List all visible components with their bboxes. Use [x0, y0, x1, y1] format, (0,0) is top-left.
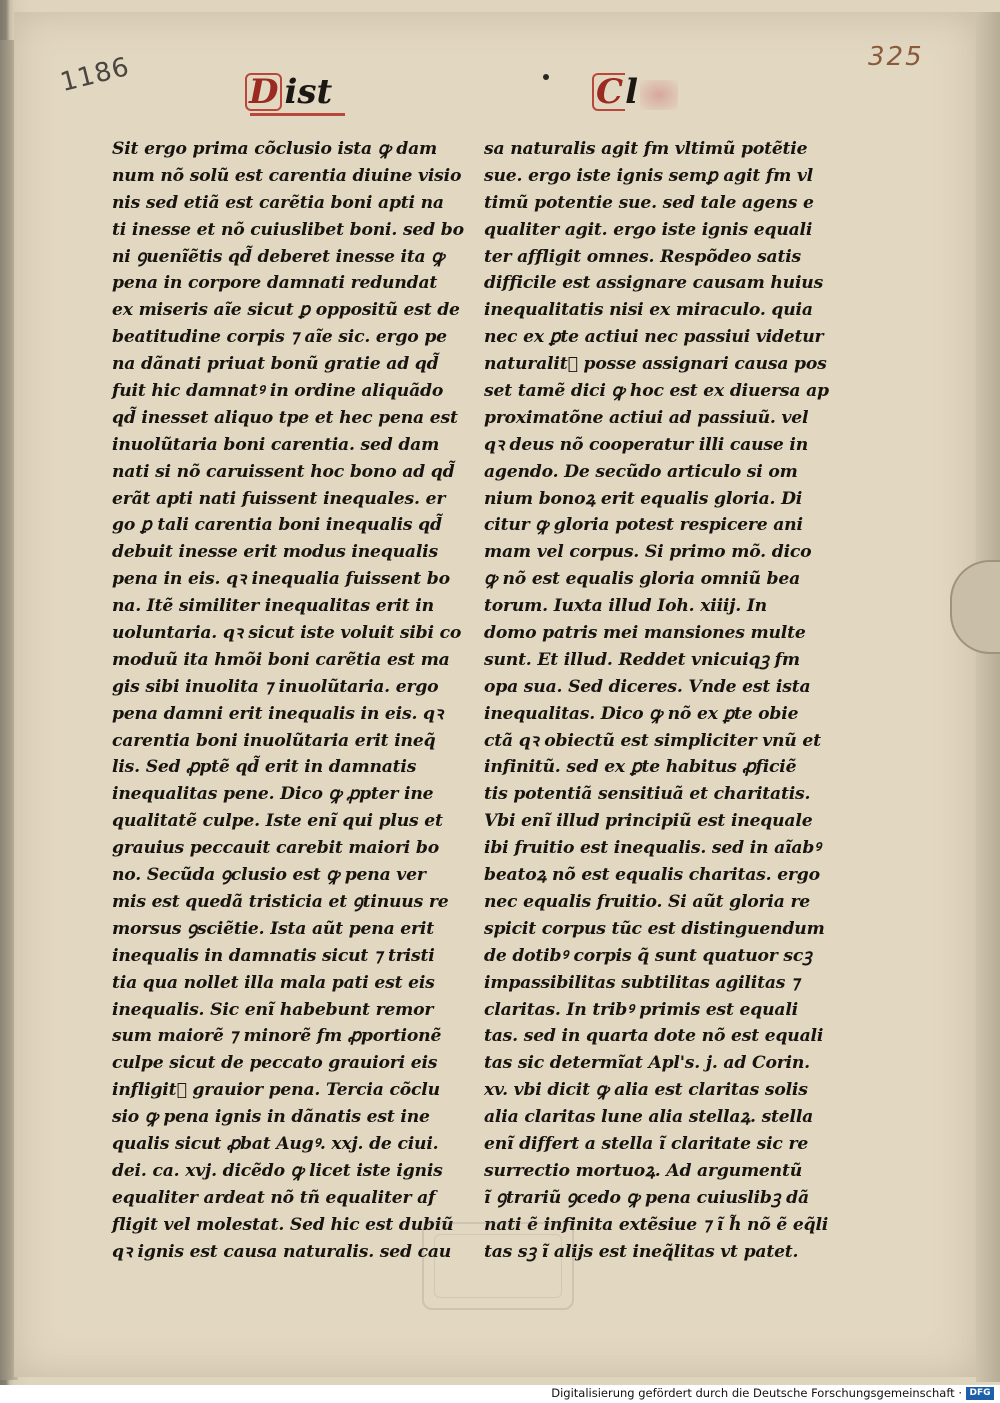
text-line: debuit inesse erit modus inequalis: [112, 542, 438, 563]
header-dot: [543, 74, 549, 80]
text-line: qꝛ ignis est causa naturalis. sed cau: [112, 1241, 452, 1262]
text-line: Vbi enĩ illud principiũ est inequale: [484, 811, 813, 832]
text-line: ex miseris aĩe sicut ꝑ oppositũ est de: [112, 300, 460, 321]
text-line: qualiter agit. ergo iste ignis equali: [484, 219, 813, 240]
digitization-footer: [0, 1385, 1000, 1403]
text-line: mam vel corpus. Si primo mõ. dico: [484, 542, 812, 563]
rubric-initial-right: C: [592, 73, 625, 111]
text-line: set tamẽ dici ꝙ hoc est ex diuersa ap: [484, 381, 829, 402]
text-line: spicit corpus tũc est distinguendum: [484, 918, 825, 939]
text-line: agendo. De secũdo articulo si om: [484, 461, 798, 482]
text-line: tas sꝫ ĩ alijs est ineq̃litas vt patet.: [484, 1241, 799, 1262]
text-line: claritas. In tribꝰ primis est equali: [484, 999, 799, 1020]
text-line: impassibilitas subtilitas agilitas ⁊: [484, 972, 800, 993]
text-line: sue. ergo iste ignis semꝑ agit fm vl: [484, 165, 814, 186]
text-line: pena in corpore damnati redundat: [112, 273, 438, 294]
text-line: tia qua nollet illa mala pati est eis: [112, 972, 435, 993]
text-line: de dotibꝰ corpis q̃ sunt quatuor scꝫ: [484, 945, 812, 966]
text-line: num nõ solũ est carentia diuine visio: [112, 165, 462, 186]
text-line: difficile est assignare causam huius: [484, 273, 824, 294]
text-line: morsus ꝯsciẽtie. Ista aũt pena erit: [112, 918, 434, 939]
text-line: sio ꝙ pena ignis in dãnatis est ine: [112, 1107, 430, 1128]
text-line: pena damni erit inequalis in eis. qꝛ: [112, 703, 443, 724]
text-line: gis sibi inuolita ⁊ inuolũtaria. ergo: [112, 676, 439, 697]
text-line: naturalitᷣ posse assignari causa pos: [484, 354, 827, 375]
text-line: na dãnati priuat bonũ gratie ad qd̃: [112, 354, 439, 375]
text-line: xv. vbi dicit ꝙ alia est claritas solis: [484, 1080, 808, 1101]
text-line: moduũ ita hmõi boni carẽtia est ma: [112, 649, 450, 670]
text-line: torum. Iuxta illud Ioh. xiiij. In: [484, 596, 767, 617]
text-line: inequalitas. Dico ꝙ nõ ex ꝑte obie: [484, 703, 799, 724]
folio-number: 325: [868, 42, 924, 72]
running-header-right: [592, 72, 638, 112]
text-line: nium bonoꝝ erit equalis gloria. Di: [484, 488, 803, 509]
text-line: mis est quedã tristicia et ꝯtinuus re: [112, 891, 449, 912]
text-line: qd̃ inesset aliquo tpe et hec pena est: [112, 407, 458, 428]
header-right-text: l: [625, 72, 638, 112]
text-line: carentia boni inuolũtaria erit ineq̃: [112, 730, 436, 751]
text-line: ter affligit omnes. Respõdeo satis: [484, 246, 802, 267]
header-left-text: ist: [284, 72, 333, 112]
text-line: dei. ca. xvj. dicẽdo ꝙ licet iste ignis: [112, 1160, 443, 1181]
text-line: inequalis in damnatis sicut ⁊ tristi: [112, 945, 435, 966]
text-line: infinitũ. sed ex ꝑte habitus ꝓficiẽ: [484, 757, 797, 778]
text-line: grauius peccauit carebit maiori bo: [112, 838, 439, 859]
text-line: pena in eis. qꝛ inequalia fuissent bo: [112, 569, 450, 590]
text-line: nis sed etiã est carẽtia boni apti na: [112, 192, 444, 213]
text-line: beatoꝝ nõ est equalis charitas. ergo: [484, 865, 820, 886]
red-ink-smudge: [640, 80, 678, 110]
footer-credit: Digitalisierung gefördert durch die Deutsche Forschungsgemeinschaft ·: [551, 1386, 962, 1400]
text-line: fuit hic damnatꝰ in ordine aliquãdo: [112, 381, 444, 402]
text-line: no. Secũda ꝯclusio est ꝙ pena ver: [112, 865, 426, 886]
text-line: na. Itẽ similiter inequalitas erit in: [112, 596, 434, 617]
text-line: beatitudine corpis ⁊ aĩe sic. ergo pe: [112, 327, 447, 348]
text-line: domo patris mei mansiones multe: [484, 623, 806, 644]
text-line: enĩ differt a stella ĩ claritate sic re: [484, 1133, 809, 1154]
text-line: alia claritas lune alia stellaꝝ. stella: [484, 1107, 814, 1128]
text-line: fligit vel molestat. Sed hic est dubiũ: [112, 1214, 454, 1235]
text-line: citur ꝙ gloria potest respicere ani: [484, 515, 803, 536]
text-line: tas sic determĩat Apl's. j. ad Corin.: [484, 1053, 810, 1074]
text-line: qꝛ deus nõ cooperatur illi cause in: [484, 434, 809, 455]
text-column-left: [112, 136, 467, 1265]
text-line: equaliter ardeat nõ tñ equaliter af: [112, 1187, 436, 1208]
text-line: lis. Sed ꝓptẽ qd̃ erit in damnatis: [112, 757, 417, 778]
library-stamp: [422, 1222, 574, 1310]
text-line: infligitᷣ grauior pena. Tercia cõclu: [112, 1080, 440, 1101]
rubric-initial-left: D: [245, 73, 282, 111]
text-line: qualitatẽ culpe. Iste enĩ qui plus et: [112, 811, 443, 832]
library-stamp-inner: [434, 1234, 562, 1298]
text-line: sum maiorẽ ⁊ minorẽ fm ꝓportionẽ: [112, 1026, 442, 1047]
text-line: qualis sicut ꝓbat Augꝰ. xxj. de ciui.: [112, 1133, 439, 1154]
text-line: erãt apti nati fuissent inequales. er: [112, 488, 446, 509]
text-line: ti inesse et nõ cuiuslibet boni. sed bo: [112, 219, 464, 240]
text-line: tas. sed in quarta dote nõ est equali: [484, 1026, 824, 1047]
text-line: ꝙ nõ est equalis gloria omniũ bea: [484, 569, 801, 590]
text-line: inequalitatis nisi ex miraculo. quia: [484, 300, 813, 321]
text-line: ni ꝯuenĩẽtis qd̃ deberet inesse ita ꝙ: [112, 246, 444, 267]
text-line: culpe sicut de peccato grauiori eis: [112, 1053, 438, 1074]
text-line: inequalis. Sic enĩ habebunt remor: [112, 999, 434, 1020]
text-line: go ꝑ tali carentia boni inequalis qd̃: [112, 515, 442, 536]
text-line: ctã qꝛ obiectũ est simpliciter vnũ et: [484, 730, 821, 751]
text-line: Sit ergo prima cõclusio ista ꝙ dam: [112, 139, 437, 159]
text-line: nati ẽ infinita extẽsiue ⁊ ĩ h̃ nõ ẽ eq̃li: [484, 1214, 829, 1235]
text-line: nati si nõ caruissent hoc bono ad qd̃: [112, 461, 455, 482]
running-header-left: [245, 72, 332, 112]
text-line: nec ex ꝑte actiui nec passiui videtur: [484, 327, 824, 348]
text-line: inequalitas pene. Dico ꝙ ꝓpter ine: [112, 784, 434, 805]
text-line: timũ potentie sue. sed tale agens e: [484, 192, 814, 213]
text-line: proximatõne actiui ad passiuũ. vel: [484, 407, 809, 428]
text-line: uoluntaria. qꝛ sicut iste voluit sibi co: [112, 623, 462, 644]
text-line: inuolũtaria boni carentia. sed dam: [112, 434, 440, 455]
text-column-right: [484, 136, 829, 1265]
text-line: surrectio mortuoꝝ. Ad argumentũ: [484, 1160, 803, 1181]
text-line: ĩ ꝯtrariũ ꝯcedo ꝙ pena cuiuslibꝫ dã: [484, 1187, 809, 1208]
text-line: nec equalis fruitio. Si aũt gloria re: [484, 891, 811, 912]
text-line: sa naturalis agit fm vltimũ potẽtie: [484, 139, 808, 159]
manuscript-number: 1186: [57, 51, 133, 99]
text-line: tis potentiã sensitiuã et charitatis.: [484, 784, 811, 805]
page-right-edge: [976, 12, 1000, 1382]
dfg-logo: DFG: [966, 1387, 994, 1400]
text-line: sunt. Et illud. Reddet vnicuiqꝫ fm: [484, 649, 800, 670]
rubric-underline: [250, 113, 345, 116]
text-line: opa sua. Sed diceres. Vnde est ista: [484, 676, 811, 697]
text-line: ibi fruitio est inequalis. sed in aĩabꝰ: [484, 838, 821, 859]
